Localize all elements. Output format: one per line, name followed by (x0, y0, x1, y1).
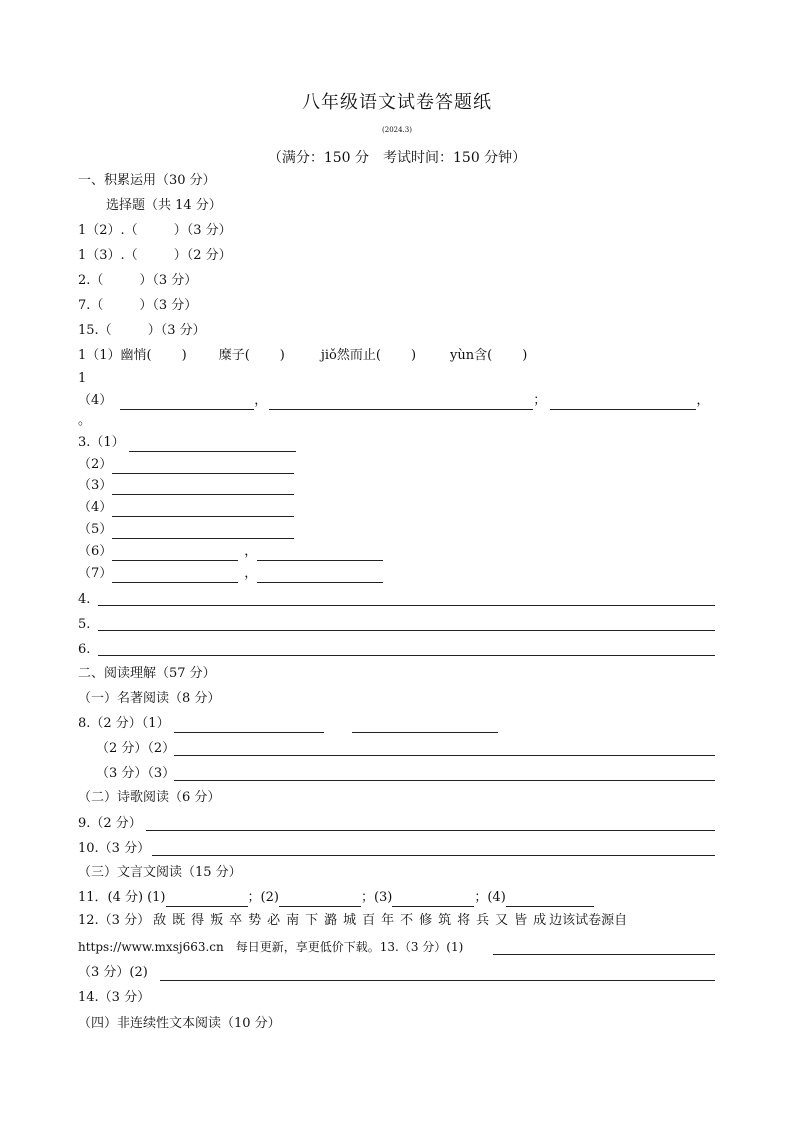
answer-row-1-3: 1（3）.（ ）（2 分） (78, 248, 232, 263)
sentence-to-punctuate: 敌 既 得 叛 卒 势 必 南 下 潞 城 百 年 不 修 筑 将 兵 又 皆 成 (153, 913, 547, 928)
answer-line-6[interactable] (98, 655, 715, 656)
answer-line[interactable] (112, 502, 294, 517)
section1-title: 一、积累运用（30 分） (78, 173, 216, 188)
answer-line[interactable] (174, 718, 324, 733)
answer-line[interactable] (112, 546, 238, 561)
answer-line[interactable] (120, 395, 254, 410)
answer-line[interactable] (279, 892, 361, 907)
answer-row-3-6: （6） ， (78, 543, 383, 561)
section2-title: 二、阅读理解（57 分） (78, 666, 216, 681)
answer-line-10[interactable] (152, 855, 715, 856)
answer-row-13-2-label: （3 分）(2) (78, 965, 148, 980)
part2-heading: （二）诗歌阅读（6 分） (78, 790, 221, 805)
answer-row-8-3-label: （3 分）（3） (96, 766, 176, 781)
answer-row-8-2-label: （2 分）（2） (96, 741, 176, 756)
choice-heading: 选择题（共 14 分） (106, 198, 222, 213)
period-mark: 。 (78, 413, 92, 428)
answer-row-3-4: （4） (78, 499, 294, 517)
answer-row-5-label: 5. (78, 617, 91, 632)
answer-row-3-7: （7） ， (78, 565, 383, 583)
answer-row-1-4: （4） ， ； ， (78, 393, 710, 408)
answer-line[interactable] (112, 568, 238, 583)
answer-row-7: 7.（ ）（3 分） (78, 298, 198, 313)
answer-line-5[interactable] (98, 630, 715, 631)
answer-row-8-1: 8.（2 分）（1） (78, 715, 498, 733)
answer-line[interactable] (112, 480, 294, 495)
answer-line-9[interactable] (146, 830, 715, 831)
answer-row-4-label: 4. (78, 592, 91, 607)
answer-line[interactable] (112, 524, 294, 539)
answer-line[interactable] (257, 546, 383, 561)
answer-row-12: 12.（3 分） 敌 既 得 叛 卒 势 必 南 下 潞 城 百 年 不 修 筑 将 兵 又 皆 成 边该试卷源自 (78, 913, 628, 928)
answer-line[interactable] (550, 395, 696, 410)
answer-line[interactable] (269, 395, 533, 410)
answer-row-10-label: 10.（3 分） (78, 841, 151, 856)
answer-line[interactable] (257, 568, 383, 583)
part4-heading: （四）非连续性文本阅读（10 分） (78, 1016, 281, 1031)
answer-line-13-2[interactable] (160, 980, 715, 981)
answer-row-11: 11．(4 分) (1) ；(2) ；(3) ；(4) (78, 889, 594, 907)
answer-row-13-1: https://www.mxsj663.cn 每日更新，享更低价下载。13.（3 分）(1) (78, 940, 464, 954)
part1-heading: （一）名著阅读（8 分） (78, 691, 221, 706)
answer-row-14-label: 14.（3 分） (78, 990, 151, 1005)
answer-row-15: 15.（ ）（3 分） (78, 323, 206, 338)
page-title: 八年级语文试卷答题纸 (302, 92, 492, 113)
exam-info: （满分：150 分 考试时间：150 分钟） (267, 150, 527, 166)
answer-row-1-1: 1（1）幽悄( ) 糜子( ) jiǒ然而止( ) yùn含( ) (78, 348, 528, 363)
answer-line[interactable] (392, 892, 474, 907)
question-number: 1 (78, 371, 87, 386)
answer-row-3-5: （5） (78, 521, 294, 539)
exam-date: (2024.3) (382, 126, 412, 134)
answer-row-6-label: 6. (78, 642, 91, 657)
answer-line-8-3[interactable] (174, 780, 715, 781)
answer-line[interactable] (506, 892, 594, 907)
answer-row-3-3: （3） (78, 477, 294, 495)
watermark-text: https://www.mxsj663.cn 每日更新，享更低价下载。 (78, 940, 380, 954)
answer-row-9-label: 9.（2 分） (78, 816, 142, 831)
answer-row-2: 2.（ ）（3 分） (78, 273, 198, 288)
answer-line[interactable] (166, 892, 248, 907)
answer-line-13-1[interactable] (493, 954, 715, 955)
answer-row-1-2: 1（2）.（ ）（3 分） (78, 223, 232, 238)
answer-line-4[interactable] (98, 605, 715, 606)
answer-line[interactable] (129, 437, 296, 452)
answer-line-8-2[interactable] (174, 755, 715, 756)
answer-row-3-1: 3.（1） (78, 434, 296, 452)
answer-line[interactable] (112, 459, 294, 474)
answer-line[interactable] (352, 718, 498, 733)
answer-row-3-2: （2） (78, 456, 294, 474)
part3-heading: （三）文言文阅读（15 分） (78, 865, 242, 880)
